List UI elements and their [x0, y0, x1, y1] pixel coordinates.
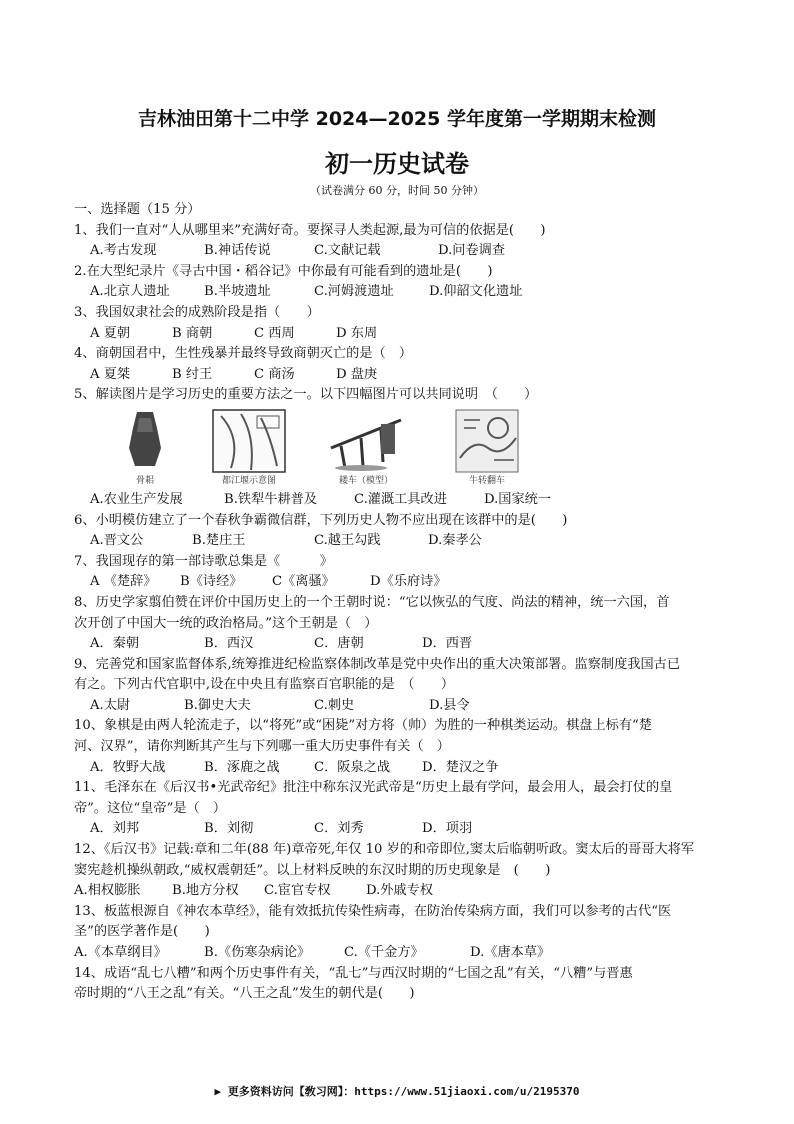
- option-C[interactable]: C．唐朝: [314, 636, 364, 652]
- exam-title: 吉林油田第十二中学 2024—2025 学年度第一学期期末检测: [138, 108, 656, 130]
- options-row: [74, 696, 734, 717]
- question-text: 8、历史学家翦伯赞在评价中国历史上的一个王朝时说：“它以恢弘的气度、尚法的精神，统一六国，首: [74, 594, 670, 610]
- option-D[interactable]: D．项羽: [422, 821, 473, 837]
- picture-row: [74, 408, 734, 488]
- question-8: [74, 593, 734, 655]
- option-A[interactable]: A.相权膨胀: [74, 883, 141, 899]
- option-D[interactable]: D.《唐本草》: [470, 945, 551, 960]
- question-text: 河、汉界”，请你判断其产生与下列哪一重大历史事件有关（ ）: [74, 739, 450, 755]
- option-B[interactable]: B.神话传说: [204, 243, 271, 259]
- option-D[interactable]: D.县令: [429, 697, 470, 713]
- option-A[interactable]: A．秦朝: [90, 636, 140, 652]
- question-text: 10、象棋是由两人轮流走子，以“将死”或“困毙”对方将（帅）为胜的一种棋类运动。棋盘上标有“楚: [74, 718, 652, 734]
- question-text: 2.在大型纪录片《寻古中国・稻谷记》中你最有可能看到的遗址是( ): [74, 263, 493, 279]
- option-B[interactable]: B．涿鹿之战: [204, 759, 280, 775]
- picture-caption: 耧车（模型）: [338, 475, 393, 486]
- option-A[interactable]: A.考古发现: [90, 243, 157, 259]
- option-D[interactable]: D 盘庚: [336, 366, 378, 382]
- question-text: 圣”的医学著作是( ): [74, 924, 210, 940]
- picture-illustration: [104, 408, 186, 478]
- exam-note: （试卷满分 60 分，时间 50 分钟）: [310, 184, 484, 197]
- question-6: [74, 511, 734, 552]
- option-A[interactable]: A.太尉: [90, 697, 131, 713]
- option-C[interactable]: C.《千金方》: [344, 945, 424, 960]
- section-heading: 一、选择题（15 分）: [74, 202, 201, 217]
- options-row: [74, 241, 734, 262]
- option-C[interactable]: C.刺史: [314, 697, 355, 713]
- history-picture-3: [318, 408, 414, 484]
- picture-caption: 牛转翻车: [468, 475, 505, 486]
- question-text: 有之。下列古代官职中,设在中央且有监察百官职能的是 （ ）: [74, 677, 455, 693]
- options-row: [74, 819, 734, 840]
- question-3: [74, 303, 734, 344]
- option-A[interactable]: A 夏朝: [90, 325, 131, 341]
- option-C[interactable]: C.文献记载: [314, 243, 381, 259]
- question-text: 帝时期的“八王之乱”有关。“八王之乱”发生的朝代是( ): [74, 986, 415, 1002]
- option-D[interactable]: D．西晋: [422, 636, 473, 652]
- question-text: 11、毛泽东在《后汉书•光武帝纪》批注中称东汉光武帝是“历史上最有学问，最会用人，最会打仗的皇: [74, 780, 673, 796]
- option-B[interactable]: B．西汉: [204, 636, 254, 652]
- option-B[interactable]: B.铁犁牛耕普及: [224, 491, 318, 507]
- option-A[interactable]: A.晋文公: [90, 533, 144, 549]
- option-B[interactable]: B.楚庄王: [192, 533, 246, 549]
- options-row: [74, 490, 734, 511]
- option-A[interactable]: A.农业生产发展: [90, 491, 183, 507]
- option-B[interactable]: B.半坡遗址: [204, 284, 271, 300]
- option-B[interactable]: B．刘彻: [204, 821, 254, 837]
- question-text: 13、板蓝根源自《神农本草经》，能有效抵抗传染性病毒，在防治传染病方面，我们可以参考的古代“医: [74, 903, 672, 919]
- option-D[interactable]: D《乐府诗》: [370, 574, 447, 590]
- option-D[interactable]: D 东周: [336, 325, 378, 341]
- question-10: [74, 716, 734, 778]
- option-C[interactable]: C.河姆渡遗址: [314, 284, 394, 300]
- option-C[interactable]: C.灌溉工具改进: [354, 491, 447, 507]
- option-C[interactable]: C．阪泉之战: [314, 759, 391, 775]
- option-D[interactable]: D．楚汉之争: [422, 759, 499, 775]
- picture-illustration: [208, 408, 290, 478]
- option-B[interactable]: B《诗经》: [180, 574, 243, 590]
- option-D[interactable]: D.国家统一: [484, 491, 552, 507]
- option-B[interactable]: B.御史大夫: [184, 697, 251, 713]
- question-11: [74, 778, 734, 840]
- question-text: 12、《后汉书》记载:章和二年(88 年)章帝死,年仅 10 岁的和帝即位,窦太后临朝听政。窦太后的哥哥大将军: [74, 842, 695, 858]
- question-text: 次开创了中国大一统的政治格局。”这个王朝是（ ）: [74, 615, 378, 631]
- option-D[interactable]: D.秦孝公: [428, 533, 482, 549]
- options-row: [74, 881, 734, 902]
- options-row: [74, 634, 734, 655]
- options-row: [74, 365, 734, 386]
- options-row: [74, 324, 734, 345]
- question-text: 窦宪趁机操纵朝政,“威权震朝廷”。以上材料反映的东汉时期的历史现象是 ( ): [74, 862, 551, 878]
- option-B[interactable]: B 纣王: [172, 366, 213, 382]
- option-B[interactable]: B.《伤寒杂病论》: [204, 945, 311, 960]
- question-text: 3、我国奴隶社会的成熟阶段是指（ ）: [74, 304, 320, 320]
- picture-caption: 都江堰示意图: [221, 475, 276, 486]
- option-A[interactable]: A.北京人遗址: [90, 284, 170, 300]
- options-row: [74, 531, 734, 552]
- options-row: [74, 282, 734, 303]
- option-A[interactable]: A．刘邦: [90, 821, 140, 837]
- question-text: 9、完善党和国家监督体系,统筹推进纪检监察体制改革是党中央作出的重大决策部署。监察制度我国古已: [74, 656, 681, 672]
- question-9: [74, 655, 734, 717]
- question-text: 5、解读图片是学习历史的重要方法之一。以下四幅图片可以共同说明 （ ）: [74, 387, 538, 403]
- question-13: [74, 902, 734, 964]
- question-12: [74, 840, 734, 902]
- question-text: 6、小明模仿建立了一个春秋争霸微信群，下列历史人物不应出现在该群中的是( ): [74, 512, 568, 528]
- option-A[interactable]: A.《本草纲目》: [74, 945, 167, 960]
- option-D[interactable]: D.外戚专权: [366, 883, 434, 899]
- option-B[interactable]: B 商朝: [172, 325, 213, 341]
- option-C[interactable]: C《离骚》: [272, 574, 335, 590]
- option-C[interactable]: C 商汤: [254, 366, 295, 382]
- question-14: [74, 964, 734, 1005]
- question-text: 帝”。这位“皇帝”是（ ）: [74, 800, 227, 816]
- option-C[interactable]: C．刘秀: [314, 821, 364, 837]
- question-text: 4、商朝国君中，生性残暴并最终导致商朝灭亡的是（ ）: [74, 346, 413, 362]
- picture-illustration: [446, 408, 528, 478]
- footer-link[interactable]: ▶ 更多资料访问【敎习网】：https://www.51jiaoxi.com/u/2195370: [214, 1085, 580, 1098]
- options-row: [74, 758, 734, 779]
- question-text: 7、我国现存的第一部诗歌总集是《 》: [74, 553, 333, 569]
- option-D[interactable]: D.问卷调查: [438, 243, 506, 259]
- option-C[interactable]: C 西周: [254, 325, 295, 341]
- option-C[interactable]: C.越王勾践: [314, 533, 381, 549]
- option-C[interactable]: C.宦官专权: [264, 883, 331, 899]
- options-row: [74, 572, 734, 593]
- question-list: [74, 200, 734, 1005]
- exam-subtitle: 初一历史试卷: [325, 150, 469, 178]
- picture-illustration: [318, 408, 414, 478]
- history-picture-2: [208, 408, 290, 484]
- question-text: 14、成语“乱七八糟”和两个历史事件有关，“乱七”与西汉时期的“七国之乱”有关，“八糟”与晋惠: [74, 965, 633, 981]
- option-A[interactable]: A．牧野大战: [90, 759, 166, 775]
- option-B[interactable]: B.地方分权: [172, 883, 239, 899]
- question-7: [74, 552, 734, 593]
- options-row: [74, 943, 734, 964]
- question-1: [74, 221, 734, 262]
- picture-caption: 骨耜: [135, 475, 154, 486]
- question-4: [74, 344, 734, 385]
- history-picture-1: [104, 408, 186, 484]
- question-text: 1、我们一直对“人从哪里来”充满好奇。要探寻人类起源,最为可信的依据是( ): [74, 222, 546, 238]
- option-A[interactable]: A 夏桀: [90, 366, 131, 382]
- history-picture-4: [446, 408, 528, 484]
- option-D[interactable]: D.仰韶文化遗址: [429, 284, 523, 300]
- question-2: [74, 262, 734, 303]
- question-5: [74, 385, 734, 510]
- option-A[interactable]: A 《楚辞》: [90, 574, 157, 590]
